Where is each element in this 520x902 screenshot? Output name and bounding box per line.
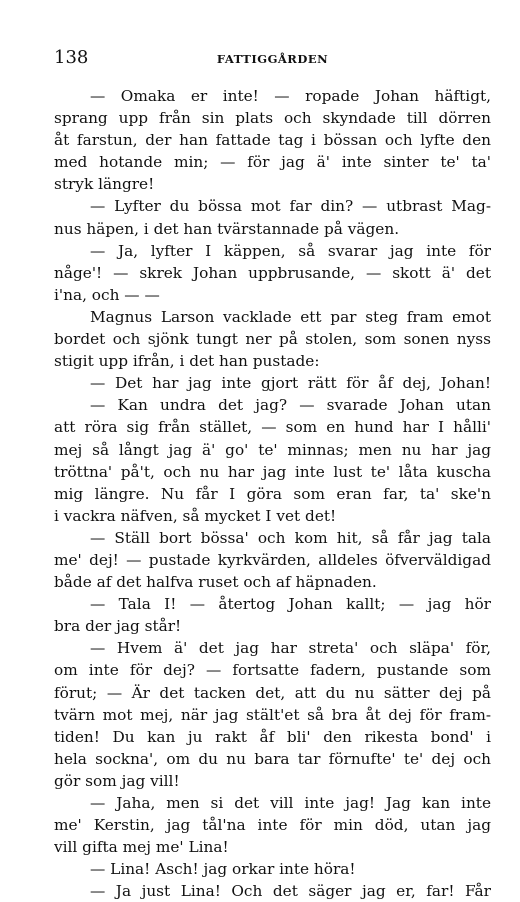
text-line: stigit upp ifrån, i det han pustade: [54, 352, 320, 371]
text-line: mej så långt jag ä' go' te' minnas; men nu har jag [54, 440, 491, 459]
text-line: bra der jag står! [54, 617, 182, 636]
text-line: tvärn mot mej, när jag stält'et så bra åt dej för fram- [54, 705, 491, 724]
text-line: i'na, och — — [54, 285, 160, 304]
text-line: — Lina! Asch! jag orkar inte höra! [90, 860, 356, 879]
text-line: med hotande min; — för jag ä' inte sinter te' ta' [54, 153, 491, 172]
text-line: — Det har jag inte gjort rätt för åf dej, Johan! [90, 374, 491, 393]
text-line: vill gifta mej me' Lina! [54, 838, 229, 857]
text-line: stryk längre! [54, 175, 155, 194]
body-text [54, 85, 491, 902]
text-line: me' dej! — pustade kyrkvärden, alldeles öfverväldigad [54, 550, 491, 569]
text-line: sprang upp från sin plats och skyndade till dörren [54, 109, 491, 128]
text-line: — Tala I! — återtog Johan kallt; — jag hör [90, 595, 491, 614]
book-page [54, 47, 491, 902]
text-line: hela sockna', om du nu bara tar förnufte' te' dej och [54, 749, 491, 768]
text-line: — Hvem ä' det jag har streta' och släpa' för, [90, 639, 491, 658]
text-line: gör som jag vill! [54, 771, 180, 790]
text-line: bordet och sjönk tungt ner på stolen, som sonen nyss [54, 330, 491, 349]
text-line: — Jaha, men si det vill inte jag! Jag kan inte [90, 794, 491, 812]
text-line: om inte för dej? — fortsatte fadern, pustande som [54, 661, 491, 680]
text-line: — Ja, lyfter I käppen, så svarar jag inte för [90, 241, 491, 260]
text-line: förut; — Är det tacken det, att du nu sätter dej på [54, 683, 491, 702]
text-line: me' Kerstin, jag tål'na inte för min död, utan jag [54, 816, 491, 835]
text-line: åt farstun, der han fattade tag i bössan och lyfte den [54, 131, 491, 150]
text-line: tiden! Du kan ju rakt åf bli' den rikesta bond' i [54, 727, 491, 746]
text-line: att röra sig från stället, — som en hund har I hålli' [54, 418, 491, 437]
text-line: mig längre. Nu får I göra som eran far, ta' ske'n [54, 484, 491, 503]
text-line: Magnus Larson vacklade ett par steg fram emot [90, 307, 491, 326]
text-line: någe'! — skrek Johan uppbrusande, — skott ä' det [54, 263, 491, 282]
text-line: — Ja just Lina! Och det säger jag er, far! Får [90, 882, 491, 901]
running-title: FATTIGGÅRDEN [216, 52, 329, 66]
text-line: — Lyfter du bössa mot far din? — utbrast Mag- [90, 197, 491, 216]
text-line: i vackra näfven, så mycket I vet det! [54, 506, 337, 525]
text-line: — Omaka er inte! — ropade Johan häftigt, [90, 87, 491, 105]
text-line: — Ställ bort bössa' och kom hit, så får jag tala [90, 528, 491, 547]
text-line: nus häpen, i det han tvärstannade på vägen. [54, 219, 400, 238]
text-line: både af det halfva ruset och af häpnaden. [54, 573, 377, 592]
text-line: — Kan undra det jag? — svarade Johan utan [90, 396, 491, 415]
page-header [54, 47, 491, 75]
page-number: 138 [54, 47, 89, 68]
text-line: tröttna' på't, och nu har jag inte lust te' låta kuscha [54, 462, 491, 481]
